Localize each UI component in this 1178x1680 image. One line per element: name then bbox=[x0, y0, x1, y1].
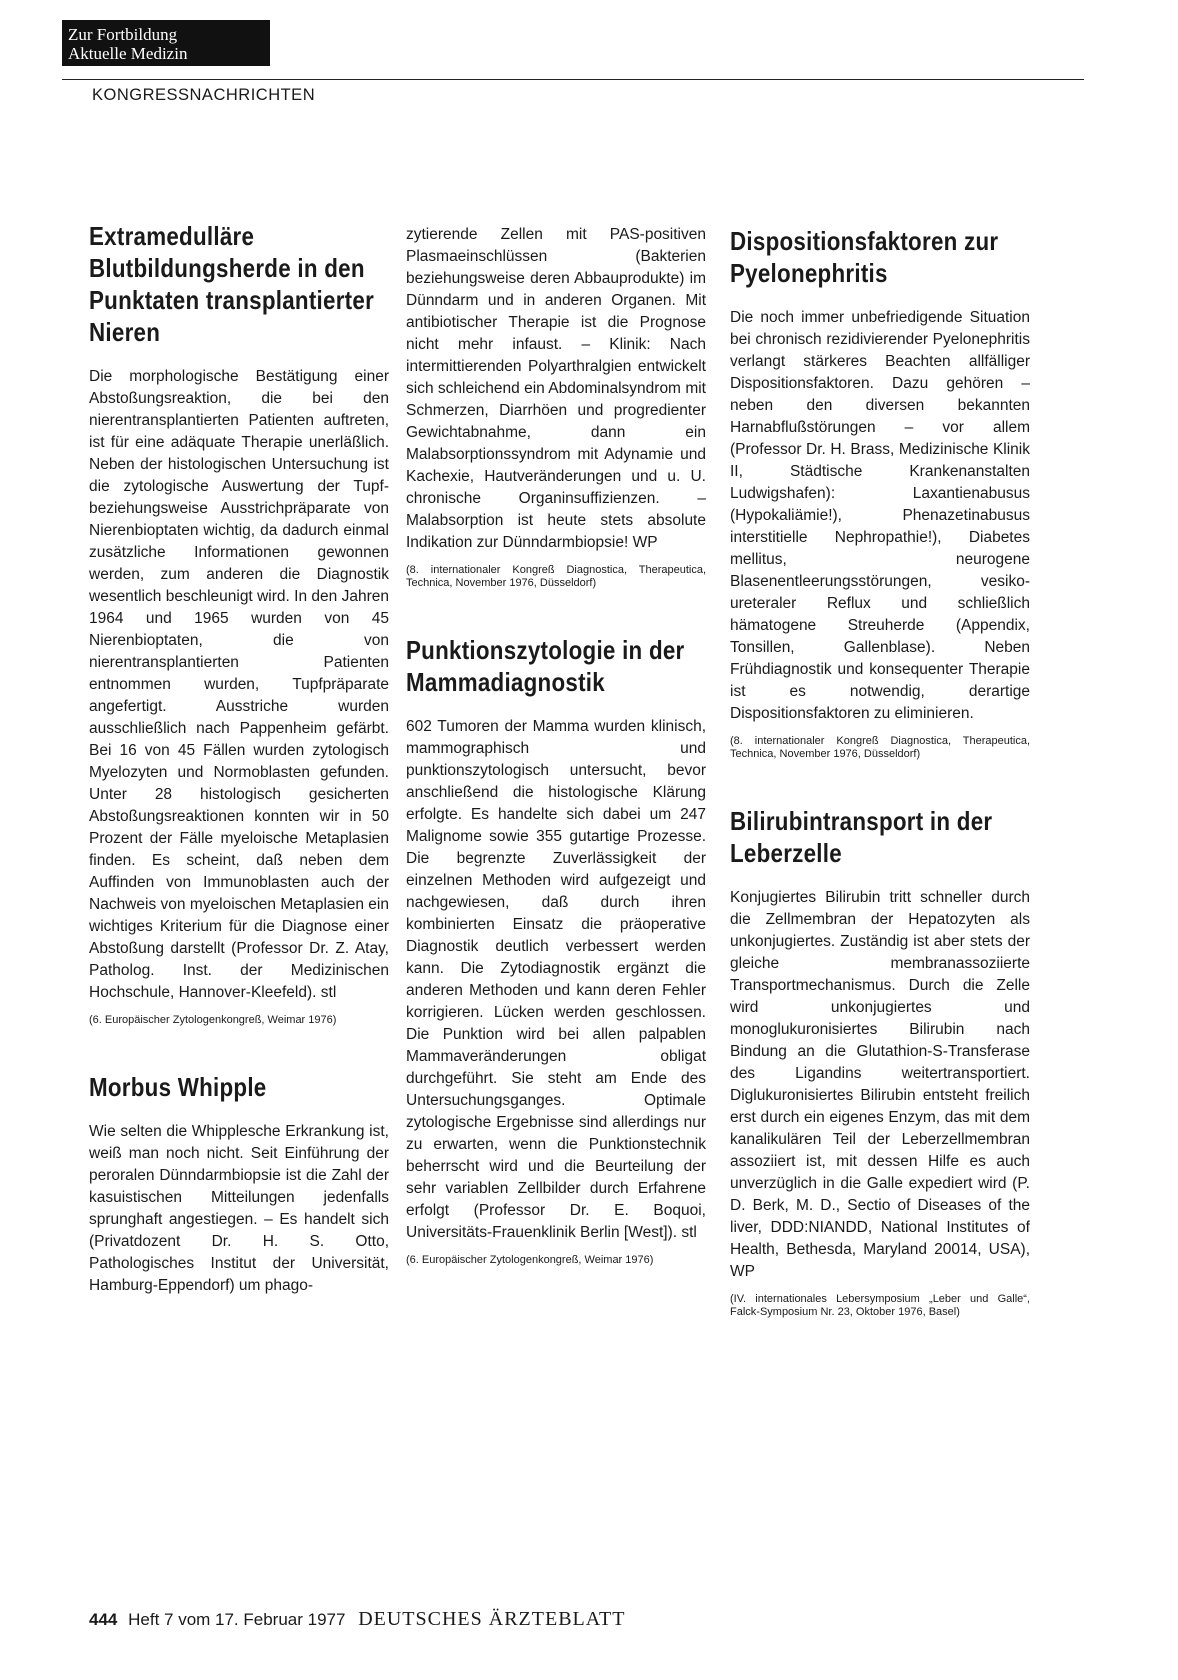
column-1 bbox=[89, 220, 389, 1297]
article-body: Die noch immer unbefriedigende Situation bei chronisch rezidivierender Pyelonephritis verlangt stärkeres Beachten allfälliger Dispositionsfaktoren. Dazu gehören – neben den diversen bekannten Harnabflußstörungen – vor allem (Professor Dr. H. Brass, Medizinische Klinik II, Städtische Krankenanstalten Ludwigshafen): Laxantienabusus (Hypokaliämie!), Phenazetinabusus interstitielle Nephropathie!), Diabetes mellitus, neurogene Blasenentleerungsstörungen, vesiko-ureteraler Reflux und schließlich hämatogene Streuherde (Appendix, Tonsillen, Gallenblase). Neben Frühdiagnostik und konsequenter Therapie ist es notwendig, derartige Dispositionsfaktoren zu eliminieren. bbox=[730, 309, 1030, 722]
article-morbus-whipple bbox=[89, 1071, 389, 1297]
article-body: Wie selten die Whipplesche Erkrankung ist, weiß man noch nicht. Seit Einführung der peroralen Dünndarmbiopsie ist die Zahl der kasuistischen Mitteilungen jedenfalls sprunghaft angestiegen. – Es handelt sich (Privatdozent Dr. H. S. Otto, Pathologisches Institut der Universität, Hamburg-Eppendorf) um phago- bbox=[89, 1123, 389, 1294]
page-number: 444 bbox=[89, 1610, 118, 1629]
column-3 bbox=[730, 225, 1030, 1319]
article-title: Extramedulläre Blutbildungsherde in den Punktaten transplantierter Nieren bbox=[89, 221, 375, 347]
article-body: 602 Tumoren der Mamma wurden klinisch, mammographisch und punktionszytologisch untersucht, bevor anschließend die histologische Klärung erfolgte. Es handelte sich dabei um 247 Malignome sowie 355 gutartige Prozesse. Die begrenzte Zuverlässigkeit der einzelnen Methoden wird aufgezeigt und nachgewiesen, daß durch ihren kombinierten Einsatz die präoperative Diagnostik deutlich verbessert werden kann. Die Zytodiagnostik ergänzt die anderen Methoden und kann deren Fehler korrigieren. Lücken werden geschlossen. Die Punktion wird bei allen palpablen Mammaveränderungen obligat durchgeführt. Sie steht am Ende des Untersuchungsganges. Optimale zytologische Ergebnisse sind allerdings nur zu erwarten, wenn die Punktionstechnik beherrscht wird und die Beurteilung der sehr variablen Zellbilder durch Erfahrene erfolgt (Professor Dr. E. Boquoi, Universitäts-Frauenklinik Berlin [West]). stl bbox=[406, 718, 706, 1241]
article-title: Punktionszytologie in der Mammadiagnostik bbox=[406, 635, 685, 697]
journal-name: DEUTSCHES ÄRZTEBLATT bbox=[358, 1608, 626, 1630]
article-source: (8. internationaler Kongreß Diagnostica, Therapeutica, Technica, November 1976, Düsseldorf) bbox=[406, 564, 706, 589]
series-label-box bbox=[62, 20, 270, 66]
article-title: Morbus Whipple bbox=[89, 1072, 267, 1102]
article-pyelonephritis bbox=[730, 225, 1030, 761]
article-source: (IV. internationales Lebersymposium „Leber und Galle“, Falck-Symposium Nr. 23, Oktober 1976, Basel) bbox=[730, 1293, 1030, 1318]
article-source: (6. Europäischer Zytologenkongreß, Weimar 1976) bbox=[89, 1014, 337, 1026]
article-body: Konjugiertes Bilirubin tritt schneller durch die Zellmembran der Hepatozyten als unkonjugiertes. Zuständig ist aber stets der gleiche membranassoziierte Transportmechanismus. Durch die Zelle wird unkonjugiertes und monoglukuronisiertes Bilirubin nach Bindung an die Glutathion-S-Transferase des Ligandins weitertransportiert. Diglukuronisiertes Bilirubin entsteht freilich erst durch ein eigenes Enzym, das mit dem kanalikulären Teil der Leberzellmembran assoziiert ist, mit dessen Hilfe es auch unverzüglich in die Galle expediert wird (P. D. Berk, M. D., Sectio of Diseases of the liver, DDD:NIANDD, National Institutes of Health, Bethesda, Maryland 20014, USA), WP bbox=[730, 889, 1030, 1280]
article-body-continued: zytierende Zellen mit PAS-positiven Plasmaeinschlüssen (Bakterien beziehungsweise deren Abbauprodukte) im Dünndarm und in anderen Organen. Mit antibiotischer Therapie ist die Prognose nicht mehr infaust. – Klinik: Nach intermittierenden Polyarthralgien entwickelt sich schleichend ein Abdominalsyndrom mit Schmerzen, Diarrhöen und progredienter Gewichtabnahme, dann ein Malabsorptionssyndrom mit Adynamie und Kachexie, Hautveränderungen und u. U. chronische Organinsuffizienzen. – Malabsorption ist heute stets absolute Indikation zur Dünndarmbiopsie! WP bbox=[406, 226, 706, 551]
article-blutbildungsherde bbox=[89, 220, 389, 1027]
article-title: Dispositionsfaktoren zur Pyelonephritis bbox=[730, 226, 999, 288]
article-bilirubintransport bbox=[730, 805, 1030, 1319]
article-punktionszytologie bbox=[406, 634, 706, 1267]
header-rule bbox=[62, 79, 1084, 80]
article-source: (8. internationaler Kongreß Diagnostica, Therapeutica, Technica, November 1976, Düsseldorf) bbox=[730, 735, 1030, 760]
article-source: (6. Europäischer Zytologenkongreß, Weimar 1976) bbox=[406, 1254, 654, 1266]
article-morbus-whipple-continued bbox=[406, 224, 706, 590]
article-body: Die morphologische Bestätigung einer Abstoßungsreaktion, die bei den nierentransplantierten Patienten auftreten, ist für eine adäquate Therapie unerläßlich. Neben der histologischen Untersuchung ist die zytologische Auswertung der Tupf- beziehungsweise Ausstrichpräparate von Nierenbioptaten wichtig, da dadurch einmal zusätzliche Informationen gewonnen werden, zum anderen die Diagnostik wesentlich beschleunigt wird. In den Jahren 1964 und 1965 wurden von 45 Nierenbioptaten, die von nierentransplantierten Patienten entnommen wurden, Tupfpräparate angefertigt. Ausstriche wurden ausschließlich nach Pappenheim gefärbt. Bei 16 von 45 Fällen wurden zytologisch Myelozyten und Normoblasten gefunden. Unter 28 histologisch gesicherten Abstoßungsreaktionen konnten wir in 50 Prozent der Fälle myeloische Metaplasien finden. Es scheint, daß neben dem Auffinden von Immunoblasten auch der Nachweis von myeloischen Metaplasien ein wichtiges Kriterium für die Diagnose einer Abstoßung darstellt (Professor Dr. Z. Atay, Patholog. Inst. der Medizinischen Hochschule, Hannover-Kleefeld). stl bbox=[89, 368, 389, 1001]
series-label-line1: Zur Fortbildung bbox=[68, 25, 178, 44]
issue-info: Heft 7 vom 17. Februar 1977 bbox=[128, 1610, 346, 1629]
article-title: Bilirubintransport in der Leberzelle bbox=[730, 806, 993, 868]
page-footer bbox=[89, 1608, 625, 1631]
section-label: KONGRESSNACHRICHTEN bbox=[92, 86, 316, 104]
series-label-line2: Aktuelle Medizin bbox=[68, 44, 188, 63]
column-2 bbox=[406, 224, 706, 1267]
